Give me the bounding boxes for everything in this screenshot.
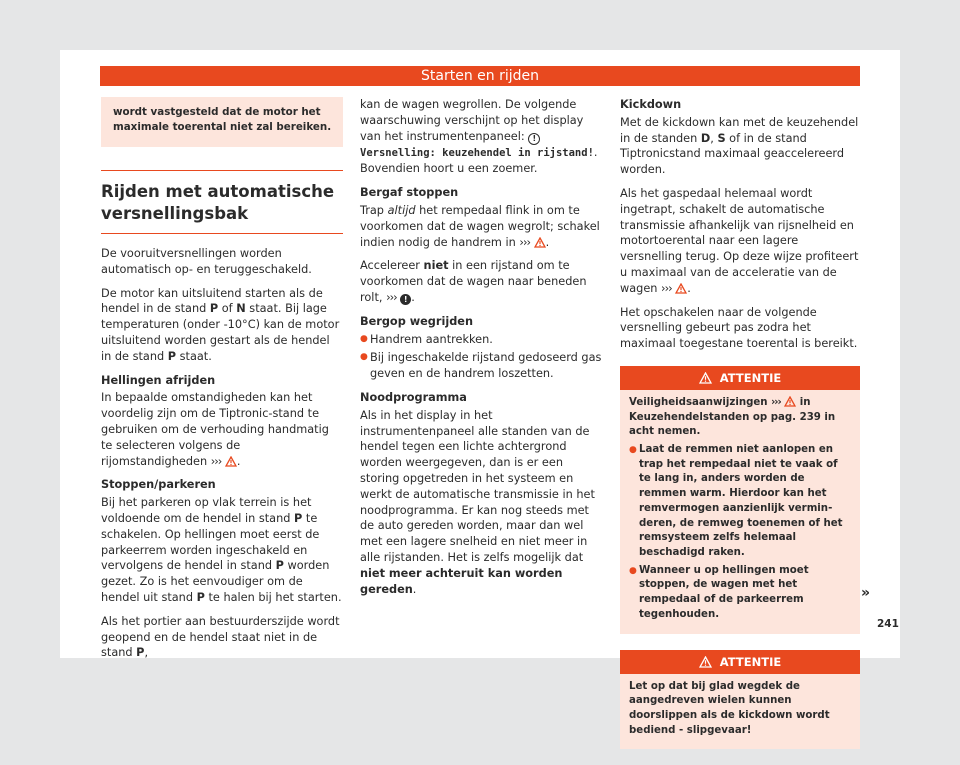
- warning-box: [620, 650, 860, 750]
- paragraph: De motor kan uitsluitend starten als de hendel in de stand P of N staat. Bij lage temperaturen (onder -10°C) kan de motor uitsluitend worden gestart als de hendel in de stand P staat.: [101, 286, 340, 363]
- warning-triangle-icon: [534, 235, 546, 251]
- warning-triangle-icon: [699, 368, 712, 388]
- bullet-item: ● Handrem aantrekken.: [360, 332, 603, 348]
- subheading: Noodprogramma: [360, 390, 467, 404]
- section-title: Rijden met automatische versnellingsbak: [101, 182, 335, 223]
- cross-reference-arrows[interactable]: ›››: [661, 281, 672, 295]
- paragraph: kan de wagen wegrollen. De volgende waarschuwing verschijnt op het display van het instrumentenpaneel: ! Versnelling: keuzehendel in rijstand!. Bovendien hoort u een zoemer.: [360, 98, 598, 176]
- paragraph: In bepaalde omstandigheden kan het voordelig zijn om de Tiptronic-stand te gebruiken om de verhouding handmatig te selecteren volgens de rijomstandigheden ››› .: [101, 391, 329, 468]
- warning-triangle-icon: [784, 396, 796, 411]
- continued-mark: »: [861, 585, 871, 601]
- paragraph: Trap altijd het rempedaal flink in om te voorkomen dat de wagen wegrolt; schakel indien nodig de handrem in ››› .: [360, 203, 600, 249]
- paragraph: Bij het parkeren op vlak terrein is het voldoende om de hendel in stand P te schakelen. Op hellingen moet eerst de parkeerrem worden ingeschakeld en vervolgens de hendel in stand P worden gezet. Zo is het eenvoudiger om de hendel uit stand P te halen bij het starten.: [101, 496, 342, 604]
- warning-triangle-icon: [699, 652, 712, 672]
- note-icon: !: [400, 294, 411, 305]
- bullet-item: ● Bij ingeschakelde rijstand gedoseerd gas geven en de handrem loszetten.: [360, 350, 603, 382]
- paragraph: Als het gaspedaal helemaal wordt ingetrapt, schakelt de automatische transmissie afhankelijk van rijsnelheid en motortoerental naar een lagere versnelling terug. Op deze wijze profiteert u maximaal van de acceleratie van de wagen ››› .: [620, 186, 859, 295]
- page-number: 241: [877, 618, 899, 630]
- subheading: Stoppen/parkeren: [101, 478, 216, 492]
- column-left: [101, 97, 343, 669]
- warning-triangle-icon: [675, 281, 687, 297]
- paragraph: De vooruitversnellingen worden automatisch op- en teruggeschakeld.: [101, 247, 312, 276]
- paragraph: Het opschakelen naar de volgende versnelling gebeurt pas zodra het maximaal toegestane toerental is bereikt.: [620, 305, 858, 351]
- warning-box: [620, 366, 860, 634]
- paragraph: Als het portier aan bestuurderszijde wordt geopend en de hendel staat niet in de stand P,: [101, 614, 340, 660]
- column-right: [620, 97, 860, 765]
- cross-reference-arrows[interactable]: ›››: [519, 235, 530, 249]
- paragraph: Als in het display in het instrumentenpaneel alle standen van de hendel tegen een lichte achtergrond worden weergegeven, dan is er een storing opgetreden in het systeem en werkt de automatische transmissie in het noodprogramma. Er kan nog steeds met de auto gereden worden, maar dan wel met een lagere snelheid en niet meer in alle rijstanden. Het is zelfs mogelijk dat niet meer achteruit kan worden gereden.: [360, 408, 595, 596]
- cross-reference-arrows[interactable]: ›››: [386, 290, 397, 304]
- warning-triangle-icon: [225, 454, 237, 470]
- cross-reference-arrows[interactable]: ›››: [210, 454, 222, 468]
- warning-bullet: ● Laat de remmen niet aanlopen en trap het rempedaal niet te vaak of te lang in, anders worden de remmen warm. Hierdoor kan het remvermogen aanzienlijk verminderen, de remweg toenemen of het remsysteem zelfs helemaal beschadigd raken.: [629, 443, 851, 561]
- warning-text: Let op dat bij glad wegdek de aangedreven wielen kunnen doorslippen als de kickdown wordt bediend - slipgevaar!: [629, 680, 830, 736]
- column-middle: [360, 97, 603, 605]
- paragraph: Accelereer niet in een rijstand om te voorkomen dat de wagen naar beneden rolt, ››› ! .: [360, 259, 587, 304]
- info-icon: !: [528, 133, 540, 145]
- subheading: Hellingen afrijden: [101, 373, 216, 387]
- section-heading: [101, 170, 343, 234]
- warning-body: [620, 674, 860, 750]
- subheading: Bergaf stoppen: [360, 186, 459, 200]
- display-message: Versnelling: keuzehendel in rijstand!: [360, 146, 594, 159]
- continued-note-box: wordt vastgesteld dat de motor het maximale toerental niet zal bereiken.: [101, 97, 343, 147]
- page-header: Starten en rijden: [100, 66, 860, 86]
- warning-header: ATTENTIE: [620, 650, 860, 674]
- subheading: Bergop wegrijden: [360, 314, 474, 328]
- cross-reference-arrows[interactable]: ›››: [771, 396, 781, 408]
- warning-header: ATTENTIE: [620, 366, 860, 390]
- subheading: Kickdown: [620, 98, 682, 111]
- warning-body: [620, 390, 860, 634]
- warning-reference: Veiligheidsaanwijzingen ››› in Keuzehendelstanden op pag. 239 in acht nemen.: [629, 396, 836, 438]
- warning-bullet: ● Wanneer u op hellingen moet stoppen, de wagen met het rempedaal of de parkeerrem tegenhouden.: [629, 564, 851, 623]
- paragraph: Met de kickdown kan met de keuzehendel in de standen D, S of in de stand Tiptronicstand maximaal geaccelereerd worden.: [620, 115, 859, 177]
